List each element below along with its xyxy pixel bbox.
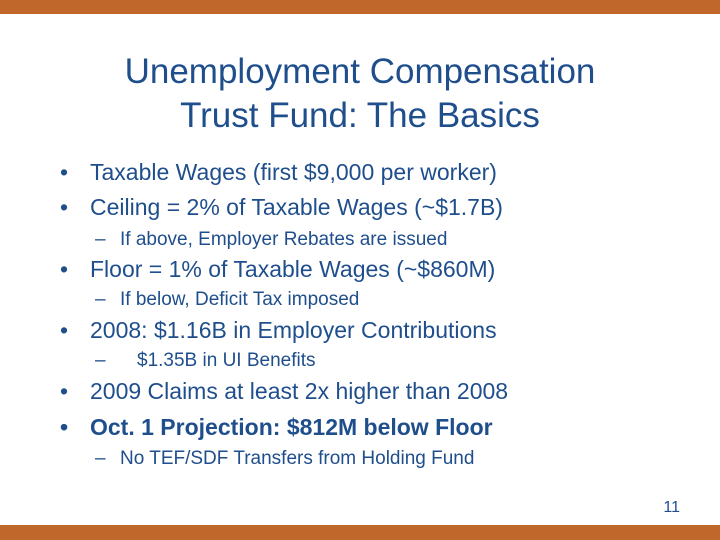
bullet-text: 2008: $1.16B in Employer Contributions [90, 317, 497, 343]
title-line-2: Trust Fund: The Basics [180, 96, 540, 135]
sub-bullet-text: No TEF/SDF Transfers from Holding Fund [120, 448, 475, 469]
bullet-text: Taxable Wages (first $9,000 per worker) [90, 159, 497, 185]
bullet-marker: • [60, 194, 69, 220]
sub-bullet-text: If above, Employer Rebates are issued [120, 229, 448, 250]
bullet-text: Ceiling = 2% of Taxable Wages (~$1.7B) [90, 194, 503, 220]
bullet-marker: • [60, 414, 69, 440]
bullet-text: 2009 Claims at least 2x higher than 2008 [90, 378, 509, 404]
bullet-marker: • [60, 159, 69, 185]
dash-marker: – [95, 448, 106, 469]
dash-marker: – [95, 350, 106, 371]
page-number: 11 [663, 499, 680, 516]
bullet-text: Floor = 1% of Taxable Wages (~$860M) [90, 256, 496, 282]
bottom-accent-bar [0, 525, 720, 540]
title-line-1: Unemployment Compensation [124, 52, 596, 91]
bullet-marker: • [60, 317, 69, 343]
bullet-marker: • [60, 256, 69, 282]
dash-marker: – [95, 229, 106, 250]
sub-bullet-text: If below, Deficit Tax imposed [120, 289, 360, 310]
bullet-marker: • [60, 378, 69, 404]
dash-marker: – [95, 289, 106, 310]
sub-bullet-text: $1.35B in UI Benefits [137, 350, 316, 371]
bullet-text: Oct. 1 Projection: $812M below Floor [90, 414, 493, 440]
